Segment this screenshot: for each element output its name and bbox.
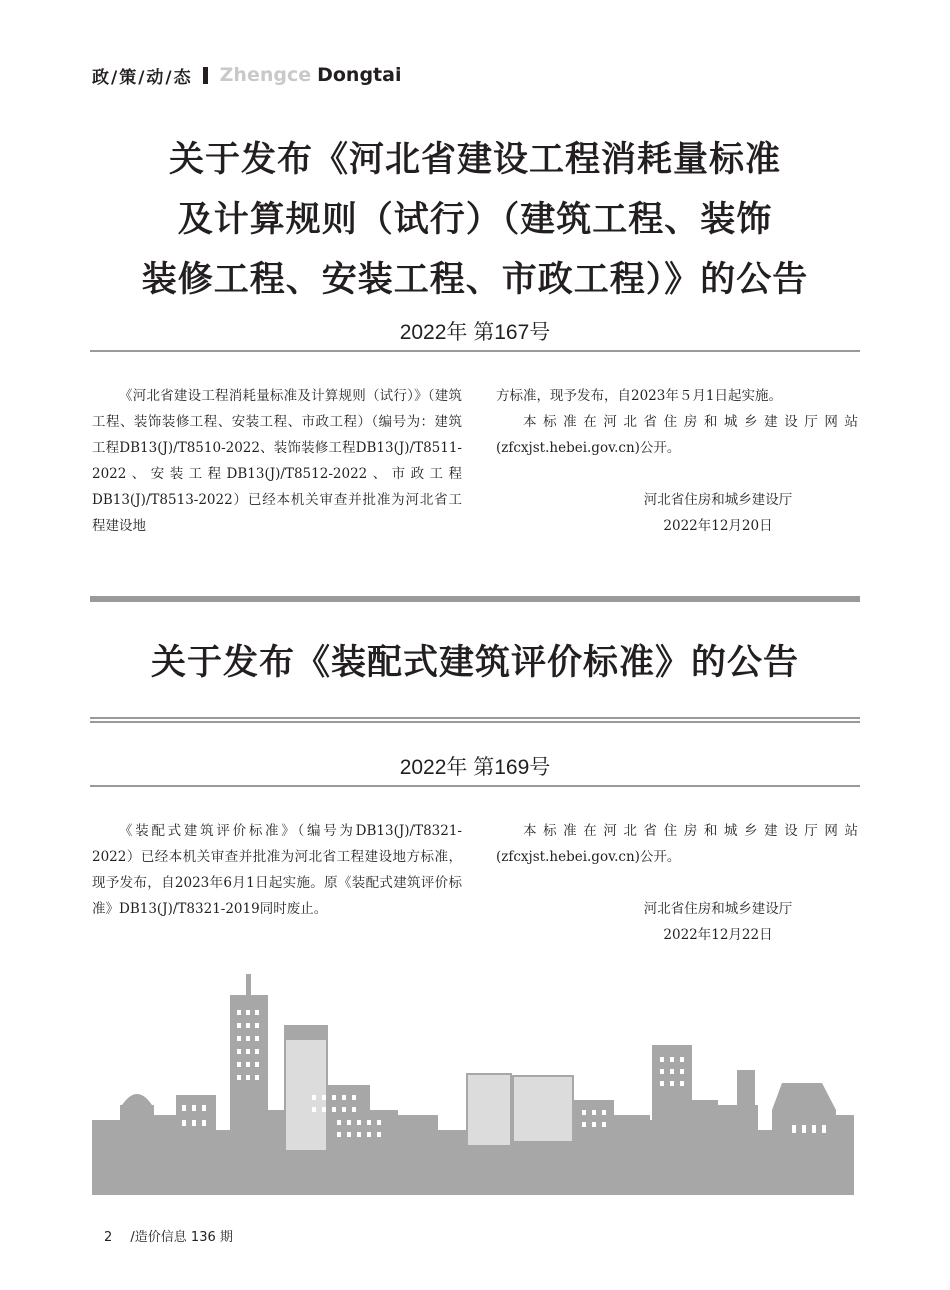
notice1-paragraph: 本标准在河北省住房和城乡建设厅网站(zfcxjst.hebei.gov.cn)公开。 [496, 414, 858, 456]
notice1-paragraph: 《河北省建设工程消耗量标准及计算规则（试行）》（建筑工程、装饰装修工程、安装工程、市政工程）（编号为：建筑工程DB13(J)/T8510-2022、装饰装修工程DB13(J)/T8511-2022、安装工程DB13(J)/T8512-2022、市政工程DB13(J)/T8513-2022）已经本机关审查并批准为河北省工程建设地 [92, 388, 462, 534]
notice1-number: 2022年 第167号 [399, 321, 551, 344]
page-number: 2 [104, 1230, 113, 1245]
notice1-title [90, 130, 860, 310]
notice1-title-line: 装修工程、安装工程、市政工程）》的公告 [141, 259, 809, 300]
notice2-title: 关于发布《装配式建筑评价标准》的公告 [150, 642, 799, 683]
notice1-title-line: 关于发布《河北省建设工程消耗量标准 [168, 139, 781, 180]
notice1-paragraph-cont: 方标准，现予发布，自2023年５月1日起实施。 [496, 388, 782, 404]
notice2-issuer: 河北省住房和城乡建设厅 [643, 901, 793, 917]
notice2-title-rule [90, 717, 860, 723]
notice2-signature [568, 896, 868, 948]
section-label-zh: 政/策/动/态 [92, 67, 193, 88]
city-skyline-illustration [92, 965, 854, 1195]
section-divider-bar [203, 67, 208, 84]
notice1-title-line: 及计算规则（试行）（建筑工程、装饰 [177, 199, 773, 240]
notice2-number: 2022年 第169号 [399, 756, 551, 779]
notice1-body-left [92, 383, 462, 539]
notice2-date: 2022年12月22日 [663, 927, 773, 943]
notice1-body-right [496, 383, 858, 461]
notice1-number-rule [90, 350, 860, 352]
notice2-paragraph: 《装配式建筑评价标准》（编号为DB13(J)/T8321-2022）已经本机关审查并批准为河北省工程建设地方标准，现予发布，自2023年6月1日起实施。原《装配式建筑评价标准》DB13(J)/T8321-2019同时废止。 [92, 823, 462, 917]
section-header [92, 60, 401, 90]
notice1-issuer: 河北省住房和城乡建设厅 [643, 492, 793, 508]
section-label-en-bold: Dongtai [317, 64, 402, 86]
notice2-number-rule [90, 785, 860, 787]
notice1-date: 2022年12月20日 [663, 518, 773, 534]
page-footer [104, 1226, 233, 1245]
notice2-paragraph: 本标准在河北省住房和城乡建设厅网站(zfcxjst.hebei.gov.cn)公开。 [496, 823, 858, 865]
section-label-en-light: Zhengce [219, 64, 312, 86]
notice2-body-left [92, 818, 462, 922]
notice1-signature [568, 487, 868, 539]
notice-separator-rule [90, 596, 860, 602]
notice2-body-right [496, 818, 858, 870]
publication-name: /造价信息 136 期 [130, 1230, 233, 1245]
